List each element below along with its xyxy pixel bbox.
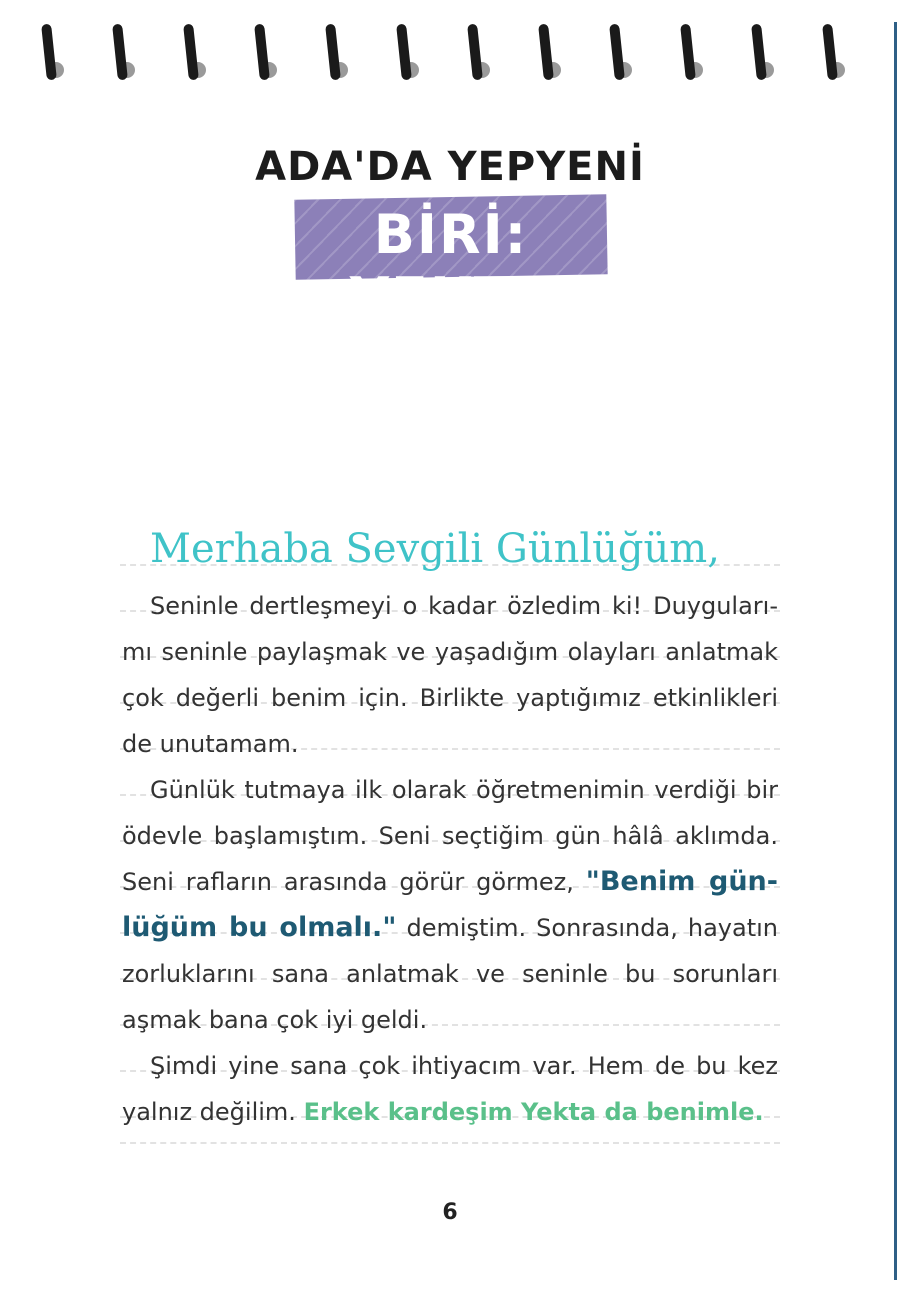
binding-ring [538, 24, 554, 81]
paragraph-1: Seninle dertleşmeyi o kadar özledim ki! Duyguları-mı seninle paylaşmak ve yaşadığım olayları anlatmak çok değerli benim için. Birlikte yaptığımız etkinlikleri de unutamam. [122, 592, 778, 758]
binding-ring [41, 24, 57, 81]
diary-body [122, 583, 778, 1135]
binding-ring [609, 24, 625, 81]
chapter-title-line2: BİRİ: YEKTA [349, 203, 553, 329]
highlighted-quote: "Benim gün-lüğüm bu olmalı." [122, 866, 778, 943]
binding-ring [254, 24, 270, 81]
binding-ring [112, 24, 128, 81]
paragraph-2-text: Günlük tutmaya ilk olarak öğretmenimin verdiği bir ödevle başlamıştım. Seni seçtiğim gün hâlâ aklımda. Seni rafların arasında görür görmez, [122, 776, 778, 896]
binding-ring [396, 24, 412, 81]
paragraph-2-text-end: demiştim. Sonrasında, hayatın zorluklarını sana anlatmak ve seninle bu sorunları aşmak bana çok iyi geldi. [122, 914, 779, 1034]
ruled-line [120, 1142, 780, 1144]
page-number: 6 [442, 1200, 458, 1225]
binding-ring [325, 24, 341, 81]
paragraph-2 [122, 767, 778, 1043]
binding-ring [822, 24, 838, 81]
spiral-binding [0, 20, 900, 90]
binding-ring [751, 24, 767, 81]
chapter-title-line1: ADA'DA YEPYENİ [255, 144, 645, 190]
binding-ring [467, 24, 483, 81]
page-edge-line [894, 22, 897, 1280]
binding-ring [183, 24, 199, 81]
highlighted-sentence: Erkek kardeşim Yekta da benimle. [303, 1098, 764, 1126]
paragraph-3-text: Şimdi yine sana çok ihtiyacım var. Hem de bu kez yalnız değilim. [122, 1052, 778, 1126]
binding-ring [680, 24, 696, 81]
diary-greeting: Merhaba Sevgili Günlüğüm, [150, 526, 720, 572]
paragraph-3 [122, 1043, 778, 1135]
